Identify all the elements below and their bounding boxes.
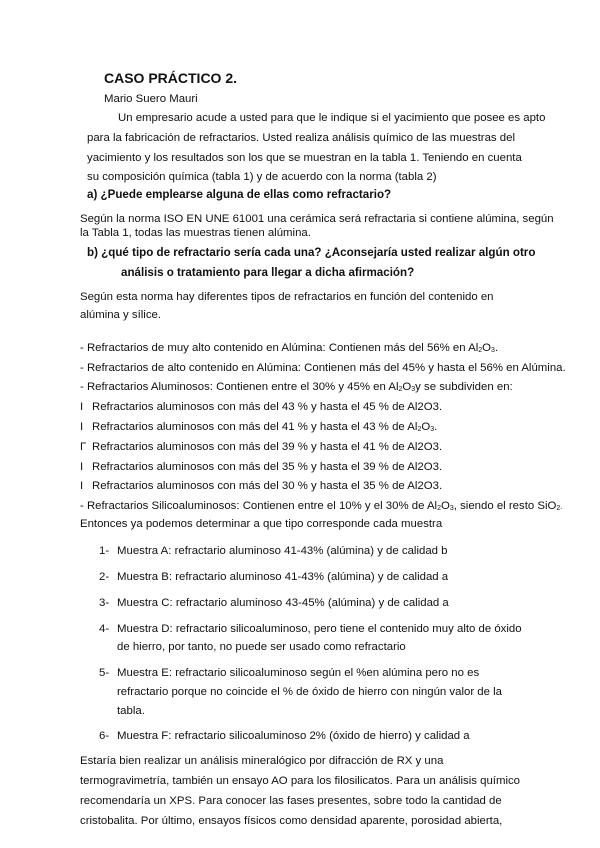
sample-number: 5- bbox=[99, 667, 110, 679]
subtype-aluminous-43-45: Refractarios aluminosos con más del 43 % y hasta el 45 % de Al2O3. bbox=[92, 401, 443, 413]
author-name: Mario Suero Mauri bbox=[104, 93, 198, 105]
type-very-high-alumina: - Refractarios de muy alto contenido en Alúmina: Contienen más del 56% en $Al_2O_3$. bbox=[80, 342, 499, 354]
subtype-aluminous-41-43: Refractarios aluminosos con más del 41 % y hasta el 43 % de $Al_2O_3$. bbox=[92, 421, 438, 433]
sample-number: 3- bbox=[99, 597, 110, 609]
question-a: a) ¿Puede emplearse alguna de ellas como refractario? bbox=[87, 188, 392, 201]
sample-text: Muestra C: refractario aluminoso 43-45% (alúmina) y de calidad a bbox=[117, 597, 449, 609]
closing-line: recomendaría un XPS. Para conocer las fases presentes, sobre todo la cantidad de bbox=[80, 795, 502, 807]
sample-text: tabla. bbox=[117, 705, 145, 717]
intro-line: su composición química (tabla 1) y de acuerdo con la norma (tabla 2) bbox=[87, 171, 437, 183]
sample-number: 1- bbox=[99, 545, 110, 557]
sample-text: de hierro, por tanto, no puede ser usado como refractario bbox=[117, 641, 406, 653]
type-silicoaluminous: - Refractarios Silicoaluminosos: Contienen entre el 10% y el 30% de $Al_2O_3$, siendo el resto SiO$_2$. bbox=[80, 500, 563, 512]
subtype-aluminous-30-35: Refractarios aluminosos con más del 30 % y hasta el 35 % de Al2O3. bbox=[92, 480, 443, 492]
subtype-aluminous-35-39: Refractarios aluminosos con más del 35 % y hasta el 39 % de Al2O3. bbox=[92, 461, 443, 473]
answer-a-line: la Tabla 1, todas las muestras tienen alúmina. bbox=[80, 227, 311, 239]
answer-b-intro-line: Según esta norma hay diferentes tipos de refractarios en función del contenido en bbox=[80, 291, 494, 303]
sample-text: Muestra D: refractario silicoaluminoso, pero tiene el contenido muy alto de óxido bbox=[117, 623, 522, 635]
closing-line: cristobalita. Por último, ensayos físicos como densidad aparente, porosidad abierta, bbox=[80, 815, 503, 827]
subtype-aluminous-39-41: Refractarios aluminosos con más del 39 % y hasta el 41 % de Al2O3. bbox=[92, 441, 443, 453]
subtype-marker: I bbox=[80, 401, 84, 413]
subtype-marker: Γ bbox=[80, 441, 87, 453]
types-conclusion: Entonces ya podemos determinar a que tipo corresponde cada muestra bbox=[80, 518, 443, 530]
type-high-alumina: - Refractarios de alto contenido en Alúmina: Contienen más del 45% y hasta el 56% en Alúmina. bbox=[80, 362, 566, 374]
intro-line: Un empresario acude a usted para que le indique si el yacimiento que posee es apto bbox=[118, 112, 546, 124]
closing-line: Estaría bien realizar un análisis mineralógico por difracción de RX y una bbox=[80, 755, 444, 767]
document-title: CASO PRÁCTICO 2. bbox=[104, 70, 238, 86]
subtype-marker: I bbox=[80, 480, 84, 492]
sample-text: refractario porque no coincide el % de óxido de hierro con ningún valor de la bbox=[117, 686, 502, 698]
sample-text: Muestra A: refractario aluminoso 41-43% (alúmina) y de calidad b bbox=[117, 545, 448, 557]
type-aluminous: - Refractarios Aluminosos: Contienen entre el 30% y 45% en $Al_2O_3y$ se subdividen en: bbox=[80, 381, 513, 393]
intro-line: yacimiento y los resultados son los que se muestran en la tabla 1. Teniendo en cuenta bbox=[87, 152, 522, 164]
subtype-marker: I bbox=[80, 421, 84, 433]
question-b-line: análisis o tratamiento para llegar a dicha afirmación? bbox=[121, 266, 415, 279]
answer-a-line: Según la norma ISO EN UNE 61001 una cerámica será refractaria si contiene alúmina, según bbox=[80, 213, 554, 225]
subtype-marker: I bbox=[80, 461, 84, 473]
sample-number: 2- bbox=[99, 571, 110, 583]
closing-line: termogravimetría, también un ensayo AO para los filosilicatos. Para un análisis químico bbox=[80, 775, 521, 787]
sample-text: Muestra B: refractario aluminoso 41-43% (alúmina) y de calidad a bbox=[117, 571, 449, 583]
answer-b-intro-line: alúmina y sílice. bbox=[80, 309, 162, 321]
sample-text: Muestra E: refractario silicoaluminoso según el %en alúmina pero no es bbox=[117, 667, 480, 679]
sample-number: 6- bbox=[99, 730, 110, 742]
intro-line: para la fabricación de refractarios. Usted realiza análisis químico de las muestras del bbox=[87, 132, 515, 144]
question-b-line: b) ¿qué tipo de refractario sería cada una? ¿Aconsejaría usted realizar algún otro bbox=[87, 246, 536, 259]
sample-text: Muestra F: refractario silicoaluminoso 2% (óxido de hierro) y calidad a bbox=[117, 730, 470, 742]
sample-number: 4- bbox=[99, 623, 110, 635]
